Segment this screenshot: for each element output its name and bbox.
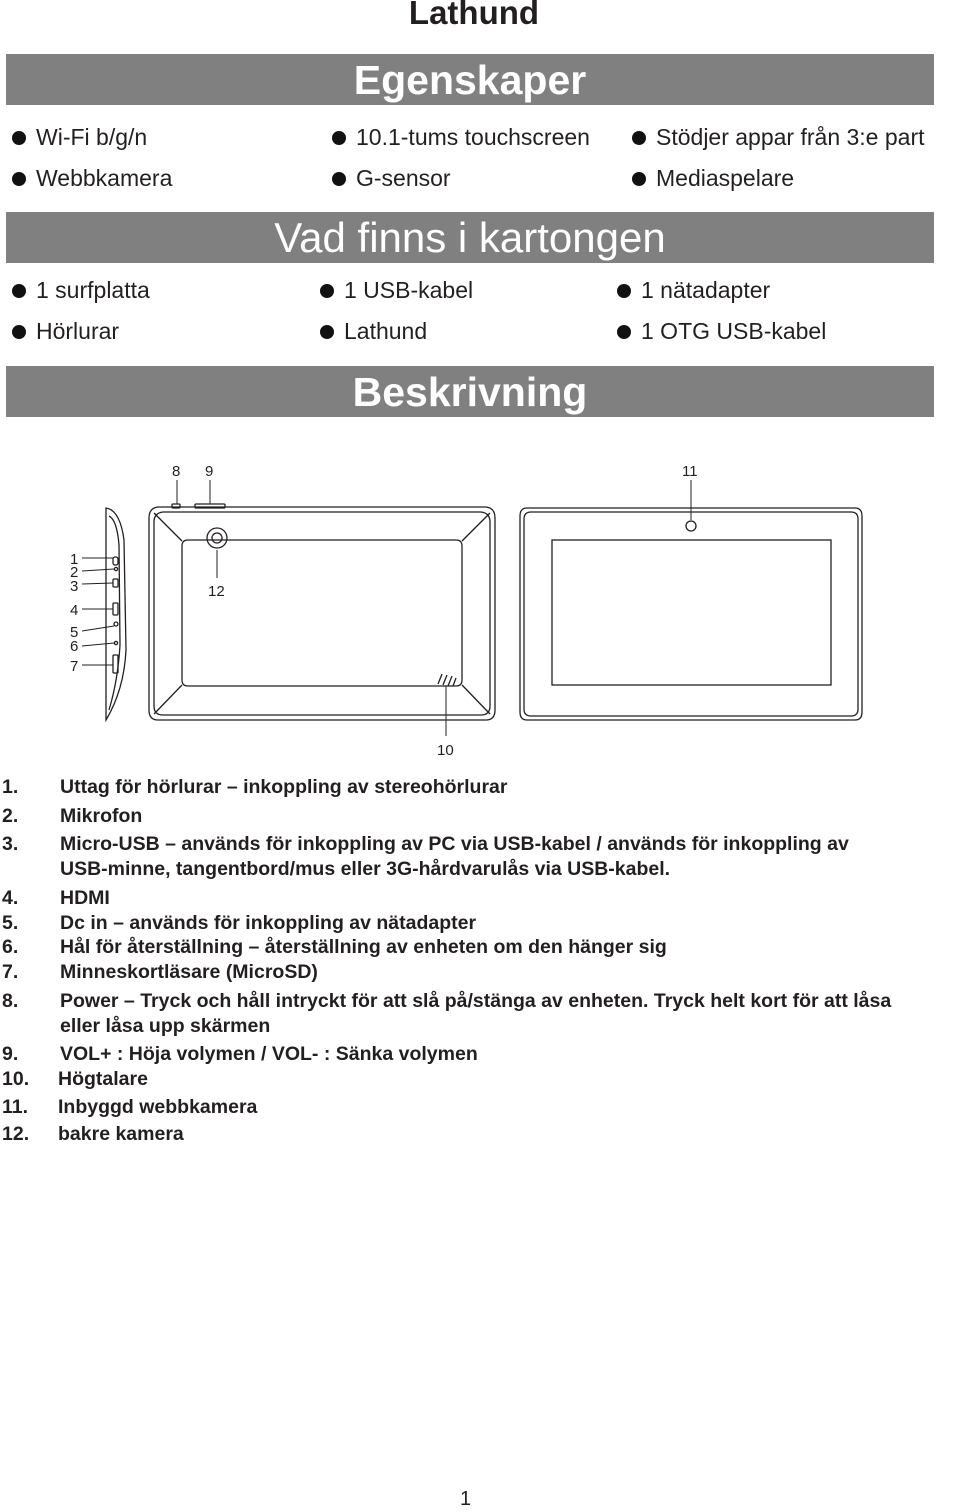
headphone-jack-icon <box>113 557 118 565</box>
hdmi-port-icon <box>113 603 118 615</box>
bullet-icon <box>632 172 646 186</box>
dc-in-icon <box>114 622 118 626</box>
side-view <box>106 508 126 720</box>
bullet-icon <box>12 131 26 145</box>
callout-11: 11 <box>682 463 698 480</box>
back-view <box>149 504 495 720</box>
callout-8: 8 <box>172 463 181 480</box>
callout-5: 5 <box>70 624 79 641</box>
front-view <box>520 508 862 720</box>
side-callout-lines <box>82 558 114 665</box>
callout-10: 10 <box>437 742 454 759</box>
volume-button-icon <box>195 504 225 508</box>
section-header-box: Vad finns i kartongen <box>6 212 934 263</box>
bullet-icon <box>12 172 26 186</box>
reset-hole-icon <box>114 641 117 644</box>
bullet-icon <box>632 131 646 145</box>
microphone-icon <box>114 567 117 570</box>
bullet-icon <box>332 172 346 186</box>
feature-item: G-sensor <box>332 165 451 192</box>
feature-item: Mediaspelare <box>632 165 794 192</box>
front-webcam-icon <box>686 521 696 531</box>
box-item: 1 nätadapter <box>617 277 770 304</box>
bullet-icon <box>320 284 334 298</box>
bullet-icon <box>617 284 631 298</box>
document-title: Lathund <box>408 0 540 31</box>
micro-usb-port-icon <box>113 579 118 587</box>
section-header-features: Egenskaper <box>6 54 934 105</box>
feature-item: Webbkamera <box>12 165 172 192</box>
box-item: 1 USB-kabel <box>320 277 473 304</box>
section-header-description: Beskrivning <box>6 366 934 417</box>
speaker-grille-icon <box>438 674 456 686</box>
callout-3: 3 <box>70 578 79 595</box>
box-item: 1 OTG USB-kabel <box>617 318 826 345</box>
callout-12: 12 <box>208 583 225 600</box>
callout-1: 1 <box>70 551 79 568</box>
page-number: 1 <box>460 1488 472 1510</box>
callout-9: 9 <box>205 463 214 480</box>
tablet-diagram <box>0 440 960 770</box>
box-item: Hörlurar <box>12 318 119 345</box>
box-item: 1 surfplatta <box>12 277 150 304</box>
box-item: Lathund <box>320 318 427 345</box>
feature-item: 10.1-tums touchscreen <box>332 124 590 151</box>
power-button-icon <box>172 504 180 508</box>
bullet-icon <box>617 325 631 339</box>
bullet-icon <box>332 131 346 145</box>
feature-item: Stödjer appar från 3:e part <box>632 124 925 151</box>
callout-2: 2 <box>70 564 79 581</box>
bullet-icon <box>320 325 334 339</box>
bullet-icon <box>12 284 26 298</box>
feature-item: Wi-Fi b/g/n <box>12 124 147 151</box>
callout-7: 7 <box>70 658 79 675</box>
rear-camera-icon <box>207 528 227 548</box>
back-callout-lines <box>177 480 446 736</box>
bullet-icon <box>12 325 26 339</box>
touchscreen-display <box>552 540 831 685</box>
callout-6: 6 <box>70 638 79 655</box>
callout-4: 4 <box>70 602 79 619</box>
